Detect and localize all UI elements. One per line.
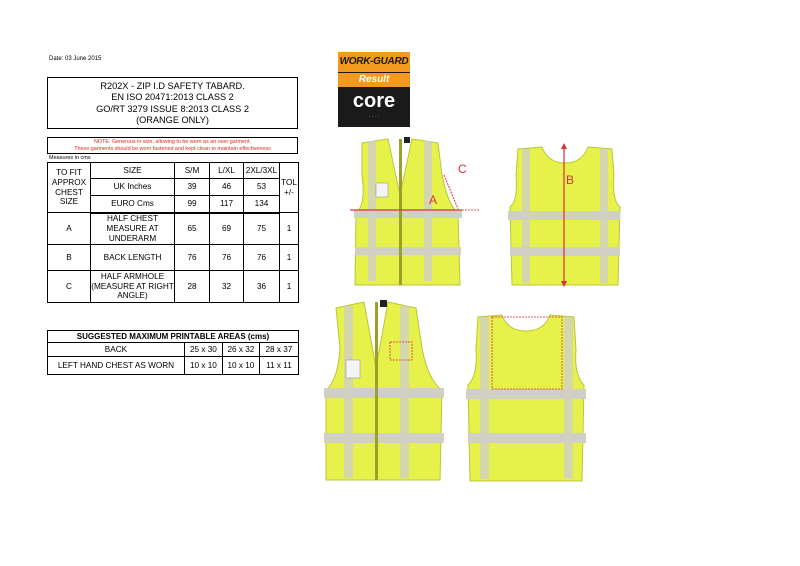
row-value: 36 (244, 271, 280, 303)
vest-front-dimensions (340, 135, 490, 290)
printable-areas-header: SUGGESTED MAXIMUM PRINTABLE AREAS (cms) (48, 331, 299, 343)
note-line-2: These garments should be worn fastened and kept clean to maintain effectiveness (74, 145, 271, 152)
table-row (48, 343, 299, 357)
euro-value: 117 (210, 196, 244, 213)
dimension-a-label: A (429, 193, 438, 207)
vest-front-print-area (318, 298, 448, 483)
print-value: 11 x 11 (259, 357, 298, 375)
standard-gort: GO/RT 3279 ISSUE 8:2013 CLASS 2 (96, 103, 249, 114)
row-value: 28 (175, 271, 210, 303)
print-value: 10 x 10 (222, 357, 259, 375)
euro-value: 99 (175, 196, 210, 213)
size-sm: S/M (175, 163, 210, 179)
dimension-c-label: C (458, 162, 467, 176)
row-value: 69 (210, 213, 244, 245)
euro-value: 134 (244, 196, 280, 213)
print-row-label: BACK (48, 343, 185, 357)
row-code: A (48, 213, 91, 245)
note-line-1: NOTE: Generous in size, allowing to be worn as an over garment. (93, 139, 251, 145)
table-row (48, 357, 299, 375)
print-value: 28 x 37 (259, 343, 298, 357)
product-title: R202X - ZIP I.D SAFETY TABARD. (100, 81, 245, 91)
vest-back-dimensions (500, 135, 630, 290)
row-label: HALF CHEST MEASURE AT UNDERARM (91, 213, 175, 245)
core-logo-tagline: · · · · (368, 114, 380, 120)
row-label: BACK LENGTH (91, 245, 175, 271)
tol-header: TOL +/- (280, 163, 299, 213)
row-label: HALF ARMHOLE (MEASURE AT RIGHT ANGLE) (91, 271, 175, 303)
size-table (47, 162, 299, 303)
row-code: B (48, 245, 91, 271)
row-value: 32 (210, 271, 244, 303)
row-value: 75 (244, 213, 280, 245)
print-row-label: LEFT HAND CHEST AS WORN (48, 357, 185, 375)
row-value: 65 (175, 213, 210, 245)
row-value: 76 (175, 245, 210, 271)
row-code: C (48, 271, 91, 303)
note-box (47, 137, 298, 154)
dimension-b-label: B (566, 173, 575, 187)
size-lxl: L/XL (210, 163, 244, 179)
row-value: 76 (244, 245, 280, 271)
print-value: 10 x 10 (184, 357, 222, 375)
euro-cms-label: EURO Cms (91, 196, 175, 213)
standard-note: (ORANGE ONLY) (136, 114, 209, 125)
vest-back-print-area (462, 305, 592, 483)
result-logo: Result (338, 72, 410, 87)
document-date: Date: 03 June 2015 (49, 56, 102, 62)
measures-label: Measures in cms (49, 155, 91, 161)
table-row (48, 245, 299, 271)
print-value: 25 x 30 (184, 343, 222, 357)
standard-en-iso: EN ISO 20471:2013 CLASS 2 (111, 92, 234, 103)
printable-areas-table (47, 330, 299, 375)
table-row (48, 213, 299, 245)
row-tol: 1 (280, 245, 299, 271)
brand-logo (338, 52, 410, 127)
size-2xl3xl: 2XL/3XL (244, 163, 280, 179)
uk-inches-label: UK Inches (91, 179, 175, 196)
row-value: 76 (210, 245, 244, 271)
uk-value: 46 (210, 179, 244, 196)
print-value: 26 x 32 (222, 343, 259, 357)
workguard-logo: WORK-GUARD (338, 52, 410, 72)
row-tol: 1 (280, 213, 299, 245)
uk-value: 53 (244, 179, 280, 196)
core-logo: core (352, 90, 396, 112)
to-fit-header: TO FIT APPROX CHEST SIZE (48, 163, 91, 213)
uk-value: 39 (175, 179, 210, 196)
size-header: SIZE (91, 163, 175, 179)
table-row (48, 271, 299, 303)
product-title-box (47, 77, 298, 129)
row-tol: 1 (280, 271, 299, 303)
